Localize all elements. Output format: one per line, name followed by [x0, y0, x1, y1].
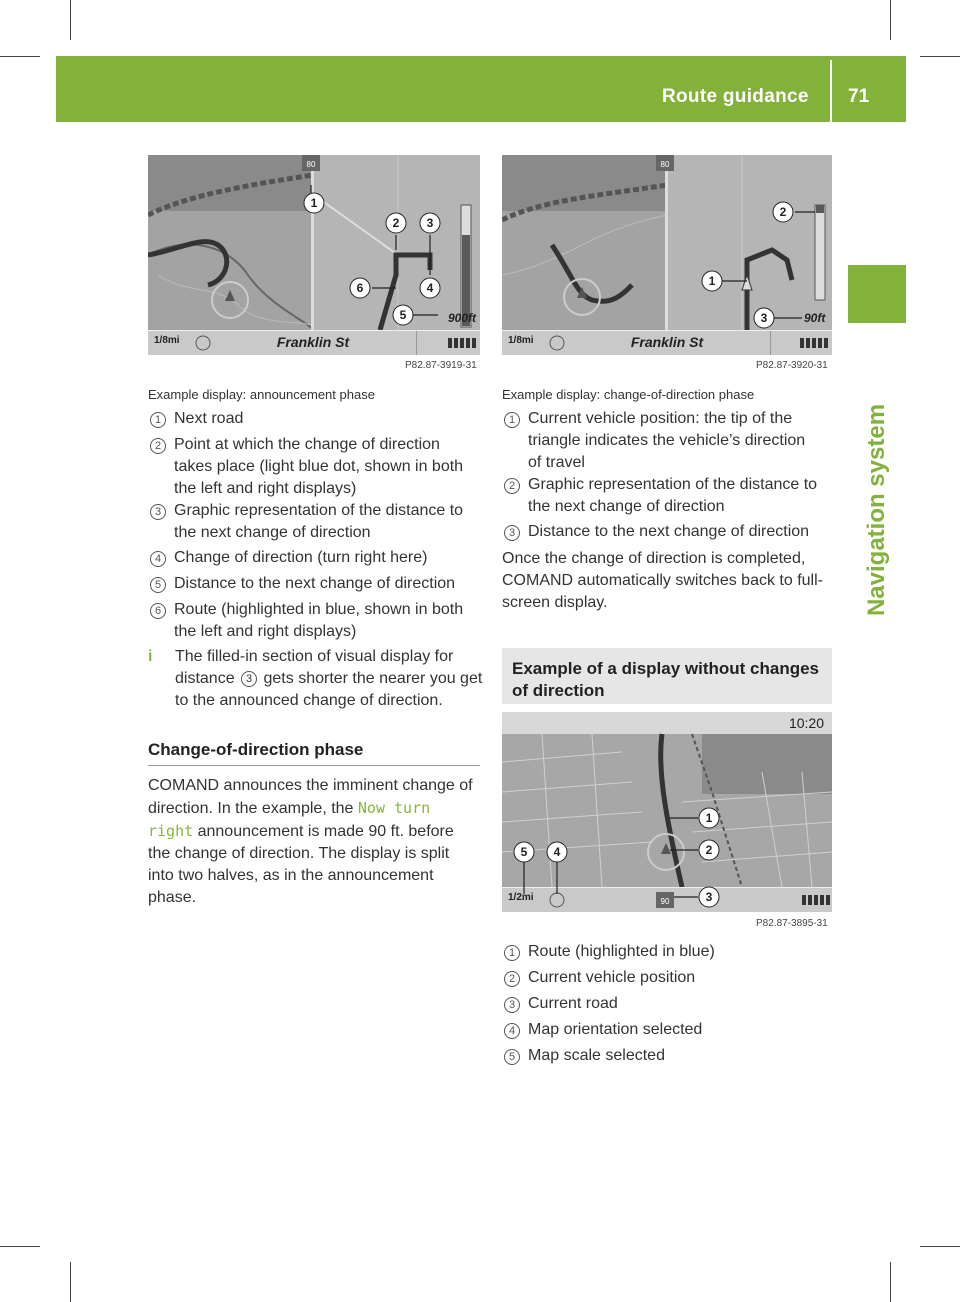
distance-label: 900ft	[448, 311, 477, 325]
item-number: 5	[148, 573, 168, 595]
header-divider	[830, 60, 832, 122]
section-tab-block	[848, 265, 906, 323]
section-heading: Change-of-direction phase	[148, 740, 364, 759]
callout-3: 3	[705, 890, 713, 904]
callout-3: 3	[426, 216, 434, 230]
item-number: 2	[502, 967, 522, 989]
page-number: 71	[848, 86, 870, 107]
item-number: 1	[148, 408, 168, 430]
info-note: The filled-in section of visual display for distance 3 gets shorter the nearer you get to the announced change of direction.	[175, 648, 483, 709]
figure-change-of-direction-phase	[502, 155, 832, 355]
callout-5: 5	[399, 308, 407, 322]
item-number: 3	[502, 521, 522, 543]
item-number: 4	[148, 547, 168, 569]
callout-2: 2	[705, 843, 713, 857]
distance-label: 90ft	[804, 311, 826, 325]
item-number: 4	[502, 1019, 522, 1041]
callout-5: 5	[520, 845, 528, 859]
item-number: 3	[502, 993, 522, 1015]
street-label: Franklin St	[276, 334, 350, 350]
callout-2: 2	[392, 216, 400, 230]
street-label: Franklin St	[630, 334, 704, 350]
crop-mark	[0, 1246, 40, 1247]
section-heading: Example of a display without changes of direction	[512, 659, 820, 700]
section-rule	[148, 765, 480, 766]
crop-mark	[920, 56, 960, 57]
page-title: Route guidance	[662, 86, 809, 107]
item-number: 2	[502, 474, 522, 496]
scale-label: 1/8mi	[154, 335, 180, 346]
callout-1: 1	[310, 196, 318, 210]
crop-mark	[920, 1246, 960, 1247]
info-icon: i	[148, 648, 153, 665]
callout-6: 6	[356, 281, 364, 295]
section-tab-label: Navigation system	[863, 403, 890, 617]
section-tab	[848, 330, 906, 690]
callout-2: 2	[779, 205, 787, 219]
body-paragraph: COMAND announces the imminent change of direction. In the example, the Now turn right announcement is made 90 ft. before the change of direction. The display is split into two halves, as in the announcement phase.	[148, 777, 473, 906]
item-number: 6	[148, 599, 168, 621]
scale-label: 1/8mi	[508, 335, 534, 346]
figure-code: P82.87-3919-31	[405, 360, 477, 371]
body-paragraph: Once the change of direction is completed, COMAND automatically switches back to full- screen display.	[502, 550, 823, 611]
crop-mark	[890, 0, 891, 40]
callout-4: 4	[553, 845, 561, 859]
crop-mark	[890, 1262, 891, 1302]
item-number: 2	[148, 434, 168, 456]
figure-code: P82.87-3895-31	[756, 918, 828, 929]
figure-no-direction-change	[502, 712, 832, 912]
item-number: 1	[502, 941, 522, 963]
clock-label: 10:20	[788, 715, 824, 731]
figure-caption: Example display: announcement phase	[148, 387, 375, 402]
crop-mark	[70, 0, 71, 40]
highway-shield: 90	[660, 897, 670, 906]
callout-1: 1	[708, 274, 716, 288]
highway-shield: 80	[660, 160, 670, 169]
item-number: 1	[502, 408, 522, 430]
callout-1: 1	[705, 811, 713, 825]
item-number: 3	[148, 500, 168, 522]
crop-mark	[0, 56, 40, 57]
crop-mark	[70, 1262, 71, 1302]
item-number: 5	[502, 1045, 522, 1067]
figure-announcement-phase	[148, 155, 480, 355]
figure-caption: Example display: change-of-direction phase	[502, 387, 755, 402]
callout-3: 3	[760, 311, 768, 325]
highway-shield: 80	[306, 160, 316, 169]
callout-4: 4	[426, 281, 434, 295]
scale-label: 1/2mi	[508, 892, 534, 903]
figure-code: P82.87-3920-31	[756, 360, 828, 371]
